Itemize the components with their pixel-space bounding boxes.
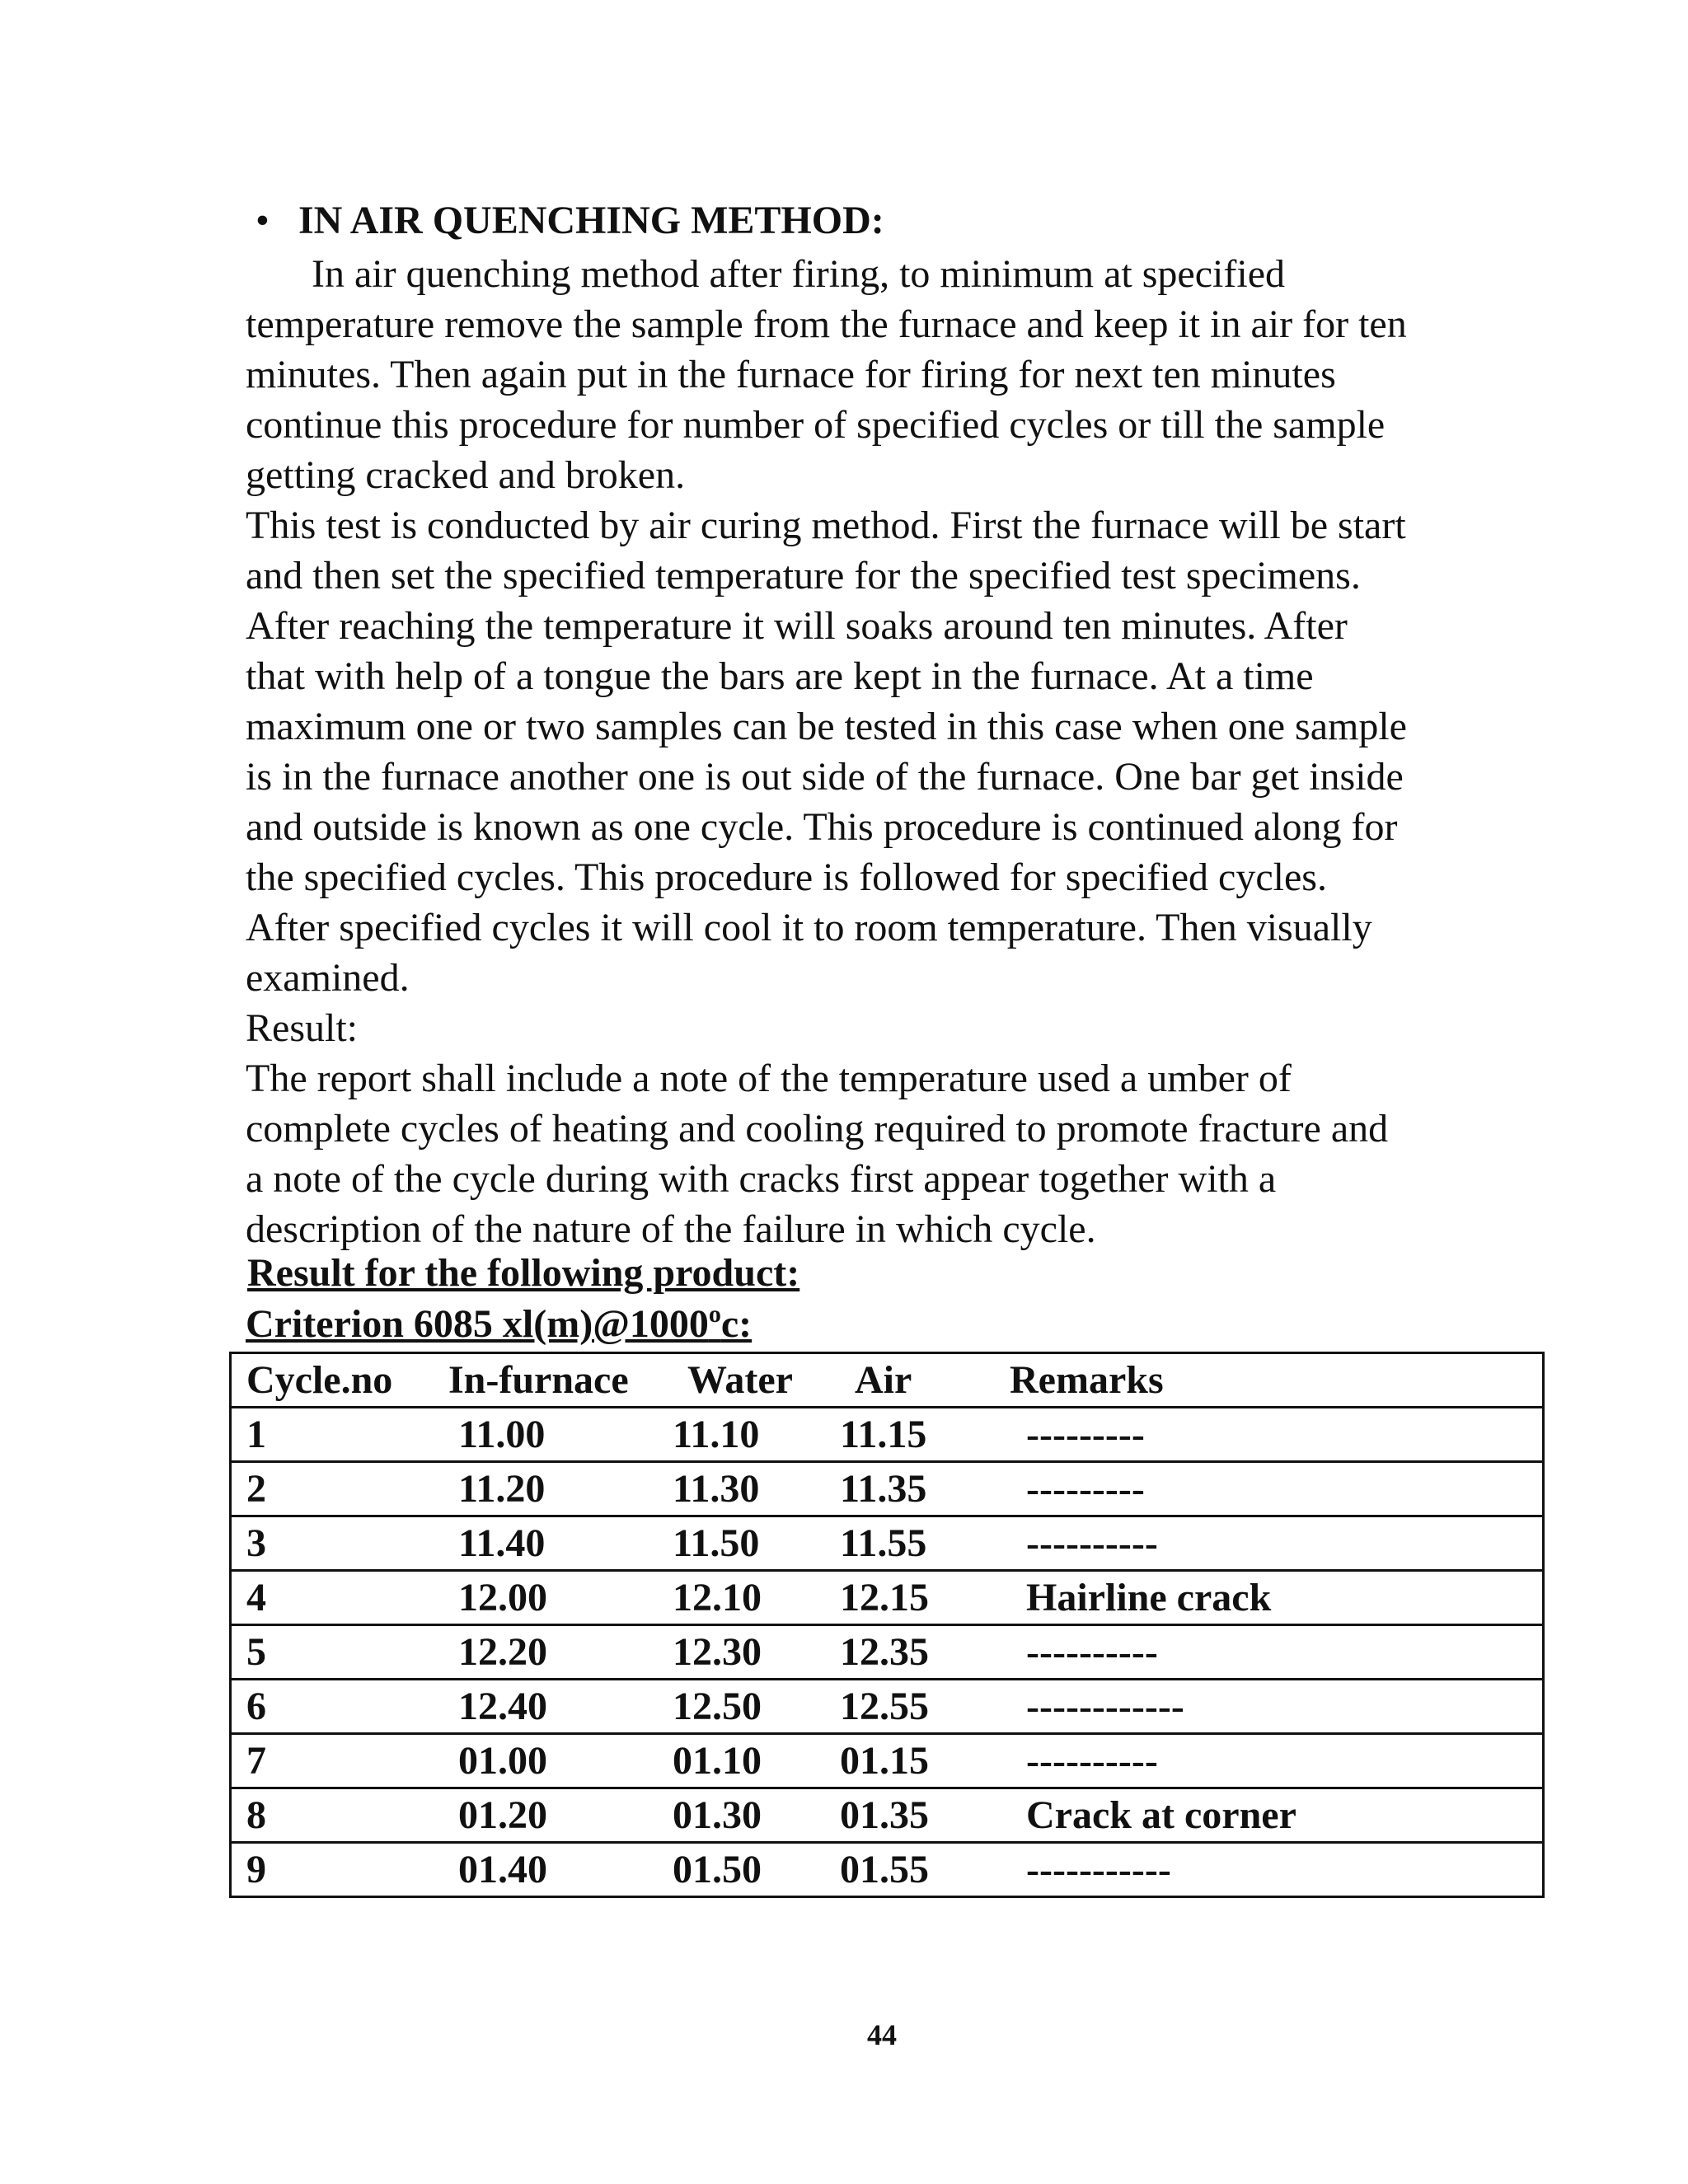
table-row (231, 1788, 1544, 1843)
cell-remarks: --------- (1003, 1462, 1544, 1516)
page-number: 44 (867, 2018, 897, 2051)
cell-cycle: 5 (231, 1625, 449, 1680)
cell-air: 11.55 (840, 1516, 1003, 1571)
cell-water: 11.50 (673, 1516, 840, 1571)
text-line: a note of the cycle during with cracks first appear together with a (246, 1157, 1277, 1201)
result-product-heading: Result for the following product: (247, 1251, 800, 1295)
text-line: After specified cycles it will cool it to room temperature. Then visually (246, 906, 1372, 949)
section-heading (256, 198, 884, 243)
table-row (231, 1625, 1544, 1680)
cell-in-furnace: 12.40 (448, 1680, 673, 1734)
intro-paragraph (246, 249, 1531, 500)
cell-water: 01.10 (673, 1734, 840, 1788)
cell-cycle: 9 (231, 1843, 449, 1897)
text-line: description of the nature of the failure in which cycle. (246, 1207, 1096, 1251)
cell-cycle: 4 (231, 1571, 449, 1625)
text-line: continue this procedure for number of specified cycles or till the sample (246, 403, 1386, 447)
text-line: minutes. Then again put in the furnace for firing for next ten minutes (246, 353, 1336, 396)
cell-cycle: 8 (231, 1788, 449, 1843)
text-line: is in the furnace another one is out side of the furnace. One bar get inside (246, 755, 1404, 799)
cell-air: 11.35 (840, 1462, 1003, 1516)
cell-cycle: 6 (231, 1680, 449, 1734)
table-row (231, 1843, 1544, 1897)
cell-remarks: ----------- (1003, 1843, 1544, 1897)
table-row (231, 1680, 1544, 1734)
cell-in-furnace: 01.20 (448, 1788, 673, 1843)
cell-air: 11.15 (840, 1408, 1003, 1462)
cell-in-furnace: 01.00 (448, 1734, 673, 1788)
text-line: complete cycles of heating and cooling required to promote fracture and (246, 1107, 1389, 1151)
results-table (229, 1352, 1545, 1898)
text-line: This test is conducted by air curing method. First the furnace will be start (246, 504, 1406, 547)
table-header-row (231, 1353, 1544, 1408)
cell-in-furnace: 11.20 (448, 1462, 673, 1516)
cell-remarks: Hairline crack (1003, 1571, 1544, 1625)
cell-remarks: ------------ (1003, 1680, 1544, 1734)
criterion-text: Criterion 6085 xl(m)@1000 (246, 1302, 709, 1346)
result-label: Result: (246, 1006, 359, 1050)
cell-air: 12.55 (840, 1680, 1003, 1734)
cell-in-furnace: 12.20 (448, 1625, 673, 1680)
cell-air: 12.15 (840, 1571, 1003, 1625)
header-cycle-no: Cycle.no (231, 1353, 449, 1408)
cell-water: 12.30 (673, 1625, 840, 1680)
cell-cycle: 7 (231, 1734, 449, 1788)
cell-water: 01.50 (673, 1843, 840, 1897)
degree-sup: o (708, 1301, 721, 1328)
cell-remarks: ---------- (1003, 1516, 1544, 1571)
text-line: After reaching the temperature it will soaks around ten minutes. After (246, 604, 1348, 648)
header-water: Water (673, 1353, 840, 1408)
table-row (231, 1734, 1544, 1788)
header-in-furnace: In-furnace (448, 1353, 673, 1408)
cell-cycle: 3 (231, 1516, 449, 1571)
table-row (231, 1571, 1544, 1625)
cell-cycle: 2 (231, 1462, 449, 1516)
cell-water: 01.30 (673, 1788, 840, 1843)
text-line: and outside is known as one cycle. This procedure is continued along for (246, 805, 1398, 849)
cell-in-furnace: 11.00 (448, 1408, 673, 1462)
criterion-suffix: c: (720, 1302, 753, 1346)
cell-air: 01.15 (840, 1734, 1003, 1788)
cell-air: 01.55 (840, 1843, 1003, 1897)
cell-water: 11.10 (673, 1408, 840, 1462)
cell-water: 12.50 (673, 1680, 840, 1734)
text-line: maximum one or two samples can be tested in this case when one sample (246, 705, 1407, 748)
criterion-heading (246, 1301, 752, 1347)
bullet-icon: • (256, 199, 270, 242)
cell-remarks: --------- (1003, 1408, 1544, 1462)
header-air: Air (840, 1353, 1003, 1408)
cell-remarks: Crack at corner (1003, 1788, 1544, 1843)
procedure-paragraph (246, 500, 1531, 1254)
cell-water: 12.10 (673, 1571, 840, 1625)
table-row (231, 1462, 1544, 1516)
cell-in-furnace: 11.40 (448, 1516, 673, 1571)
text-line: The report shall include a note of the temperature used a umber of (246, 1057, 1292, 1100)
text-line: that with help of a tongue the bars are kept in the furnace. At a time (246, 654, 1314, 698)
cell-cycle: 1 (231, 1408, 449, 1462)
table-row (231, 1516, 1544, 1571)
cell-in-furnace: 12.00 (448, 1571, 673, 1625)
cell-in-furnace: 01.40 (448, 1843, 673, 1897)
table-row (231, 1408, 1544, 1462)
text-line: examined. (246, 956, 410, 1000)
cell-remarks: ---------- (1003, 1625, 1544, 1680)
cell-water: 11.30 (673, 1462, 840, 1516)
section-heading-text: IN AIR QUENCHING METHOD: (298, 199, 884, 242)
text-line: getting cracked and broken. (246, 453, 686, 497)
text-line: In air quenching method after firing, to minimum at specified (312, 252, 1285, 296)
cell-remarks: ---------- (1003, 1734, 1544, 1788)
cell-air: 12.35 (840, 1625, 1003, 1680)
text-line: and then set the specified temperature for the specified test specimens. (246, 554, 1361, 598)
text-line: the specified cycles. This procedure is followed for specified cycles. (246, 855, 1327, 899)
header-remarks: Remarks (1003, 1353, 1544, 1408)
text-line: temperature remove the sample from the furnace and keep it in air for ten (246, 302, 1407, 346)
cell-air: 01.35 (840, 1788, 1003, 1843)
